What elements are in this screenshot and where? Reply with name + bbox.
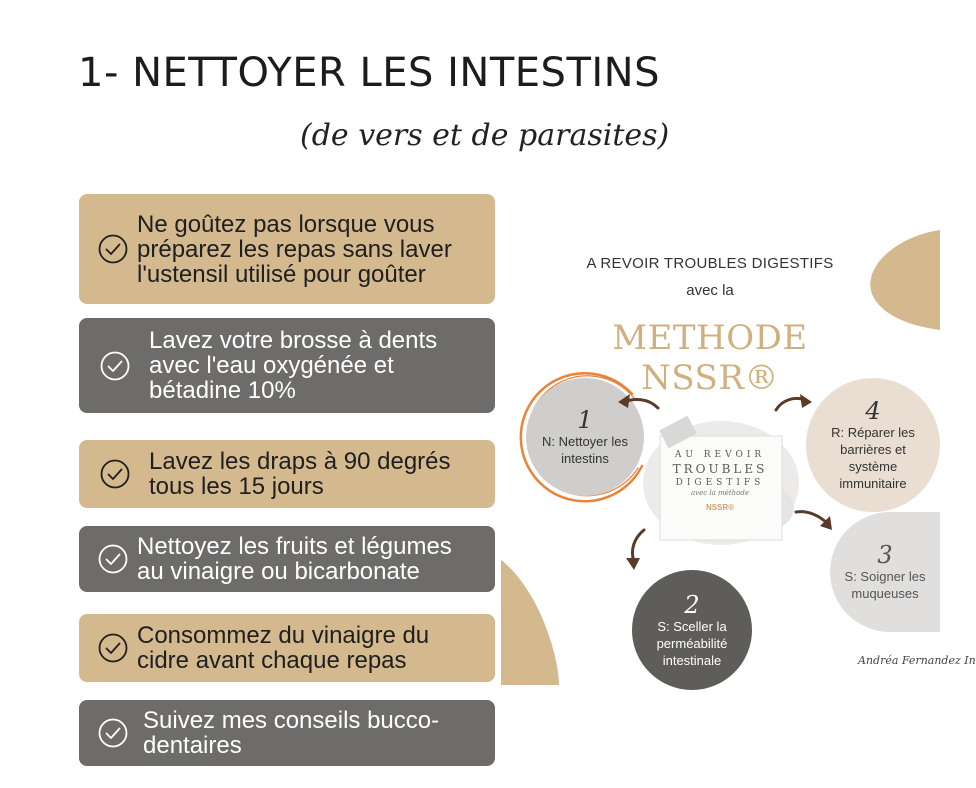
tip-text: Nettoyez les fruits et légumes au vinaigre ou bicarbonate: [137, 533, 452, 585]
page-subtitle: (de vers et de parasites): [300, 118, 670, 153]
check-circle-icon: [97, 717, 129, 749]
step-2-circle: 2 S: Sceller la perméabilité intestinale: [632, 570, 752, 690]
curved-arrow-icon: [624, 400, 658, 408]
check-circle-icon: [99, 350, 131, 382]
tip-card-1: [79, 194, 495, 304]
curved-arrow-icon: [632, 530, 644, 562]
step-1-circle: 1 N: Nettoyer les intestins: [526, 378, 644, 496]
tip-text: Suivez mes conseils bucco- dentaires: [143, 707, 440, 759]
flow-arrows: [600, 380, 840, 580]
tip-text: Consommez du vinaigre du cidre avant chaque repas: [137, 622, 430, 674]
tip-card-4: [79, 526, 495, 592]
tip-card-2: [79, 318, 495, 413]
tip-text: Ne goûtez pas lorsque vous préparez les repas sans laver l'ustensil utilisé pour goûter: [137, 210, 452, 288]
check-circle-icon: [99, 458, 131, 490]
check-circle-icon: [97, 632, 129, 664]
decorative-blob-right: [868, 230, 940, 330]
decorative-blob-left: [501, 560, 561, 685]
tip-text: Lavez votre brosse à dents avec l'eau oxygénée et bétadine 10%: [149, 327, 438, 404]
page-title: 1- NETTOYER LES INTESTINS: [78, 50, 660, 96]
step-4-circle: 4 R: Réparer les barrières et système immunitaire: [806, 378, 940, 512]
check-circle-icon: [97, 233, 129, 265]
method-title: METHODE NSSR®: [612, 318, 808, 398]
check-circle-icon: [97, 543, 129, 575]
book-cover-text: AU REVOIR TROUBLES DIGESTIFS avec la méthode NSSR®: [672, 450, 768, 512]
tip-card-5: [79, 614, 495, 682]
step-3-circle: 3 S: Soigner les muqueuses: [830, 512, 940, 632]
panel-caption-line1: A REVOIR TROUBLES DIGESTIFS: [586, 255, 834, 272]
tip-card-3: [79, 440, 495, 508]
tip-text: Lavez les draps à 90 degrés tous les 15 jours: [149, 448, 451, 500]
panel-caption-line2: avec la: [686, 282, 734, 299]
curved-arrow-icon: [796, 512, 828, 524]
author-signature: Andréa Fernandez In: [858, 654, 976, 667]
tip-card-6: [79, 700, 495, 766]
